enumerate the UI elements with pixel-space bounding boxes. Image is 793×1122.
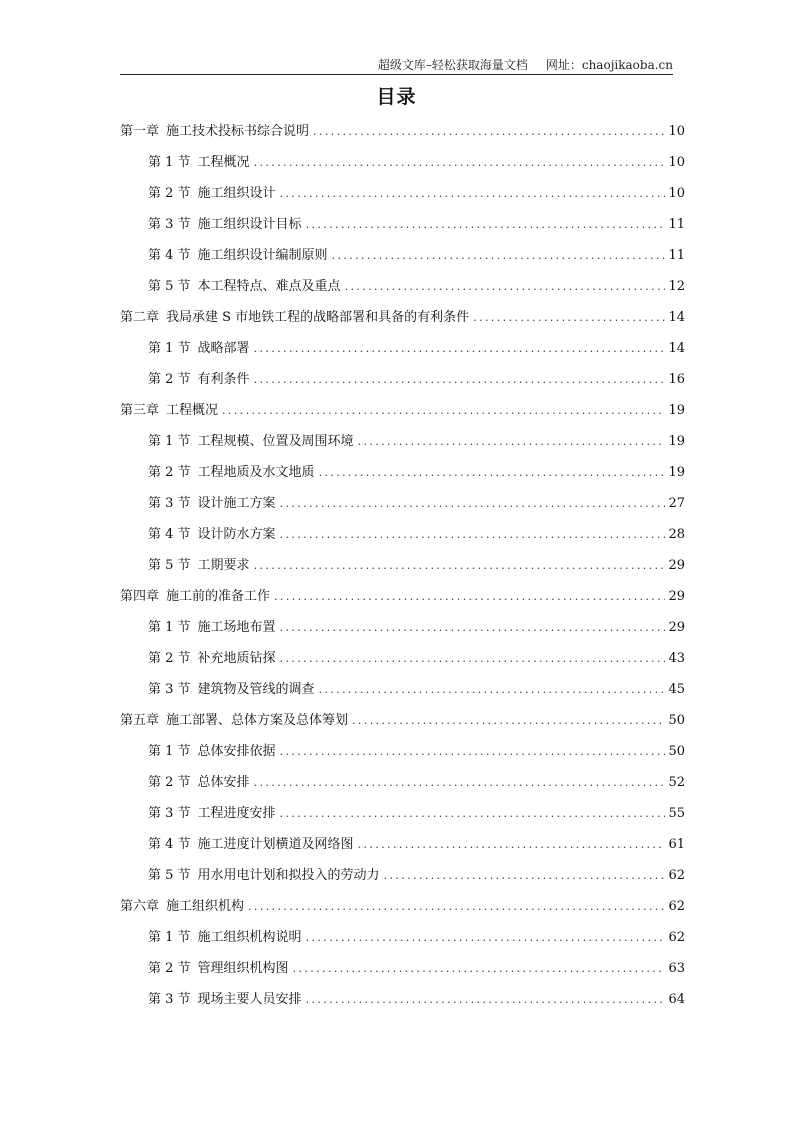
toc-entry-label — [148, 679, 315, 701]
toc-dot-leader — [306, 927, 666, 949]
toc-entry-page: 10 — [668, 124, 685, 139]
toc-section-entry[interactable] — [120, 617, 685, 648]
toc-entry-page: 10 — [668, 155, 685, 170]
toc-dot-leader — [254, 772, 666, 794]
toc-entry-page: 62 — [668, 899, 685, 914]
toc-section-entry[interactable] — [120, 152, 685, 183]
toc-dot-leader — [352, 710, 665, 732]
toc-entry-title: 战略部署 — [197, 341, 250, 356]
toc-entry-page: 11 — [668, 217, 685, 232]
toc-entry-title: 建筑物及管线的调查 — [197, 682, 315, 697]
toc-entry-number: 第 3 节 — [148, 806, 191, 821]
toc-entry-number: 第 3 节 — [148, 682, 191, 697]
toc-dot-leader — [332, 245, 666, 267]
toc-dot-leader — [254, 369, 666, 391]
toc-dot-leader — [280, 803, 666, 825]
toc-dot-leader — [306, 214, 666, 236]
toc-entry-title: 施工组织设计目标 — [197, 217, 302, 232]
toc-entry-label — [120, 400, 218, 422]
toc-dot-leader — [248, 896, 665, 918]
toc-section-entry[interactable] — [120, 183, 685, 214]
toc-entry-label — [148, 834, 354, 856]
toc-entry-page: 52 — [668, 775, 685, 790]
toc-entry-title: 工程地质及水文地质 — [197, 465, 315, 480]
toc-section-entry[interactable] — [120, 431, 685, 462]
toc-entry-number: 第 4 节 — [148, 527, 191, 542]
toc-entry-label — [148, 989, 302, 1011]
toc-entry-label — [148, 183, 276, 205]
toc-entry-label — [148, 462, 315, 484]
toc-dot-leader — [473, 307, 665, 329]
toc-entry-title: 补充地质钻探 — [197, 651, 276, 666]
toc-entry-page: 14 — [668, 341, 685, 356]
toc-entry-label — [148, 369, 250, 391]
toc-dot-leader — [280, 741, 666, 763]
toc-dot-leader — [319, 679, 666, 701]
toc-entry-title: 工期要求 — [197, 558, 250, 573]
toc-entry-title: 施工部署、总体方案及总体筹划 — [166, 713, 349, 728]
toc-entry-number: 第 4 节 — [148, 248, 191, 263]
toc-entry-label — [148, 927, 302, 949]
toc-entry-number: 第 2 节 — [148, 651, 191, 666]
toc-entry-title: 用水用电计划和拟投入的劳动力 — [197, 868, 380, 883]
toc-entry-number: 第 1 节 — [148, 620, 191, 635]
toc-entry-title: 施工组织机构说明 — [197, 930, 302, 945]
toc-entry-number: 第四章 — [120, 589, 160, 604]
toc-entry-page: 45 — [668, 682, 685, 697]
toc-section-entry[interactable] — [120, 524, 685, 555]
toc-section-entry[interactable] — [120, 772, 685, 803]
toc-entry-page: 29 — [668, 558, 685, 573]
toc-entry-number: 第 5 节 — [148, 279, 191, 294]
toc-entry-page: 64 — [668, 992, 685, 1007]
toc-entry-number: 第 2 节 — [148, 372, 191, 387]
toc-chapter-entry[interactable] — [120, 307, 685, 338]
toc-entry-label — [148, 276, 341, 298]
toc-entry-number: 第 2 节 — [148, 961, 191, 976]
toc-chapter-entry[interactable] — [120, 896, 685, 927]
toc-section-entry[interactable] — [120, 958, 685, 989]
toc-entry-label — [120, 586, 270, 608]
toc-entry-label — [148, 865, 380, 887]
toc-entry-page: 19 — [668, 465, 685, 480]
toc-entry-title: 设计施工方案 — [197, 496, 276, 511]
toc-entry-label — [120, 710, 348, 732]
toc-entry-number: 第 3 节 — [148, 992, 191, 1007]
toc-entry-page: 50 — [668, 744, 685, 759]
toc-section-entry[interactable] — [120, 648, 685, 679]
toc-chapter-entry[interactable] — [120, 710, 685, 741]
toc-dot-leader — [280, 183, 666, 205]
toc-entry-number: 第二章 — [120, 310, 160, 325]
toc-section-entry[interactable] — [120, 245, 685, 276]
toc-entry-number: 第 2 节 — [148, 186, 191, 201]
toc-section-entry[interactable] — [120, 338, 685, 369]
toc-section-entry[interactable] — [120, 865, 685, 896]
table-of-contents — [120, 121, 685, 1020]
toc-entry-label — [148, 648, 276, 670]
toc-entry-number: 第 5 节 — [148, 558, 191, 573]
toc-entry-label — [120, 121, 309, 143]
toc-entry-title: 有利条件 — [197, 372, 250, 387]
toc-dot-leader — [358, 431, 666, 453]
toc-entry-page: 61 — [668, 837, 685, 852]
toc-entry-number: 第 5 节 — [148, 868, 191, 883]
toc-entry-page: 50 — [668, 713, 685, 728]
header-url-label: 网址： — [545, 58, 582, 72]
toc-chapter-entry[interactable] — [120, 121, 685, 152]
toc-section-entry[interactable] — [120, 741, 685, 772]
toc-dot-leader — [280, 648, 666, 670]
toc-dot-leader — [293, 958, 666, 980]
toc-entry-label — [148, 152, 250, 174]
toc-title: 目录 — [376, 86, 417, 108]
toc-section-entry[interactable] — [120, 462, 685, 493]
toc-entry-number: 第 2 节 — [148, 465, 191, 480]
toc-entry-title: 总体安排依据 — [197, 744, 276, 759]
toc-section-entry[interactable] — [120, 276, 685, 307]
page-header — [120, 56, 673, 75]
toc-entry-title: 工程规模、位置及周围环境 — [197, 434, 354, 449]
toc-entry-title: 施工组织设计 — [197, 186, 276, 201]
toc-entry-page: 29 — [668, 589, 685, 604]
toc-entry-number: 第三章 — [120, 403, 160, 418]
toc-entry-page: 55 — [668, 806, 685, 821]
toc-entry-title: 工程进度安排 — [197, 806, 276, 821]
toc-entry-label — [148, 524, 276, 546]
toc-entry-number: 第 2 节 — [148, 775, 191, 790]
toc-chapter-entry[interactable] — [120, 586, 685, 617]
toc-entry-label — [148, 617, 276, 639]
toc-section-entry[interactable] — [120, 989, 685, 1020]
toc-entry-number: 第 1 节 — [148, 155, 191, 170]
toc-entry-number: 第五章 — [120, 713, 160, 728]
toc-entry-number: 第 4 节 — [148, 837, 191, 852]
header-url: chaojikaoba.cn — [581, 58, 673, 72]
toc-entry-title: 现场主要人员安排 — [197, 992, 302, 1007]
toc-entry-label — [148, 245, 328, 267]
toc-entry-number: 第 3 节 — [148, 217, 191, 232]
toc-entry-page: 28 — [668, 527, 685, 542]
toc-section-entry[interactable] — [120, 555, 685, 586]
toc-entry-title: 工程概况 — [166, 403, 219, 418]
toc-section-entry[interactable] — [120, 803, 685, 834]
toc-dot-leader — [222, 400, 665, 422]
toc-entry-page: 12 — [668, 279, 685, 294]
toc-dot-leader — [280, 493, 666, 515]
toc-entry-page: 62 — [668, 868, 685, 883]
toc-entry-number: 第一章 — [120, 124, 160, 139]
toc-entry-page: 63 — [668, 961, 685, 976]
toc-dot-leader — [345, 276, 666, 298]
toc-entry-label — [148, 741, 276, 763]
toc-entry-label — [120, 896, 244, 918]
toc-entry-label — [148, 772, 250, 794]
toc-entry-number: 第 1 节 — [148, 930, 191, 945]
toc-entry-title: 总体安排 — [197, 775, 250, 790]
toc-entry-page: 62 — [668, 930, 685, 945]
toc-entry-number: 第 1 节 — [148, 341, 191, 356]
toc-section-entry[interactable] — [120, 927, 685, 958]
toc-dot-leader — [254, 555, 666, 577]
header-text: 超级文库–轻松获取海量文档 — [377, 58, 528, 72]
toc-chapter-entry[interactable] — [120, 400, 685, 431]
toc-section-entry[interactable] — [120, 834, 685, 865]
toc-entry-title: 施工组织设计编制原则 — [197, 248, 328, 263]
toc-entry-title: 工程概况 — [197, 155, 250, 170]
toc-entry-page: 14 — [668, 310, 685, 325]
toc-dot-leader — [306, 989, 666, 1011]
toc-entry-title: 设计防水方案 — [197, 527, 276, 542]
toc-entry-number: 第 1 节 — [148, 434, 191, 449]
toc-entry-title: 施工技术投标书综合说明 — [166, 124, 310, 139]
toc-entry-title: 施工前的准备工作 — [166, 589, 271, 604]
toc-dot-leader — [254, 338, 666, 360]
toc-entry-page: 19 — [668, 403, 685, 418]
toc-entry-label — [148, 958, 289, 980]
toc-dot-leader — [358, 834, 666, 856]
toc-dot-leader — [384, 865, 666, 887]
toc-dot-leader — [313, 121, 665, 143]
toc-entry-page: 19 — [668, 434, 685, 449]
toc-entry-number: 第 3 节 — [148, 496, 191, 511]
toc-entry-title: 管理组织机构图 — [197, 961, 289, 976]
toc-entry-page: 27 — [668, 496, 685, 511]
toc-entry-label — [148, 214, 302, 236]
toc-entry-page: 43 — [668, 651, 685, 666]
toc-entry-title: 施工场地布置 — [197, 620, 276, 635]
toc-entry-page: 11 — [668, 248, 685, 263]
toc-section-entry[interactable] — [120, 679, 685, 710]
toc-entry-label — [148, 431, 354, 453]
toc-entry-title: 本工程特点、难点及重点 — [197, 279, 341, 294]
toc-entry-label — [120, 307, 469, 329]
toc-entry-number: 第六章 — [120, 899, 160, 914]
toc-entry-label — [148, 493, 276, 515]
toc-entry-page: 10 — [668, 186, 685, 201]
toc-entry-page: 16 — [668, 372, 685, 387]
toc-dot-leader — [280, 617, 666, 639]
toc-dot-leader — [254, 152, 666, 174]
toc-dot-leader — [274, 586, 665, 608]
toc-section-entry[interactable] — [120, 369, 685, 400]
toc-entry-title: 施工组织机构 — [166, 899, 245, 914]
toc-entry-number: 第 1 节 — [148, 744, 191, 759]
toc-entry-label — [148, 338, 250, 360]
toc-entry-label — [148, 803, 276, 825]
toc-section-entry[interactable] — [120, 214, 685, 245]
toc-dot-leader — [319, 462, 666, 484]
toc-entry-page: 29 — [668, 620, 685, 635]
toc-section-entry[interactable] — [120, 493, 685, 524]
toc-entry-title: 我局承建 S 市地铁工程的战略部署和具备的有利条件 — [166, 310, 470, 325]
toc-entry-label — [148, 555, 250, 577]
toc-dot-leader — [280, 524, 666, 546]
toc-entry-title: 施工进度计划横道及网络图 — [197, 837, 354, 852]
